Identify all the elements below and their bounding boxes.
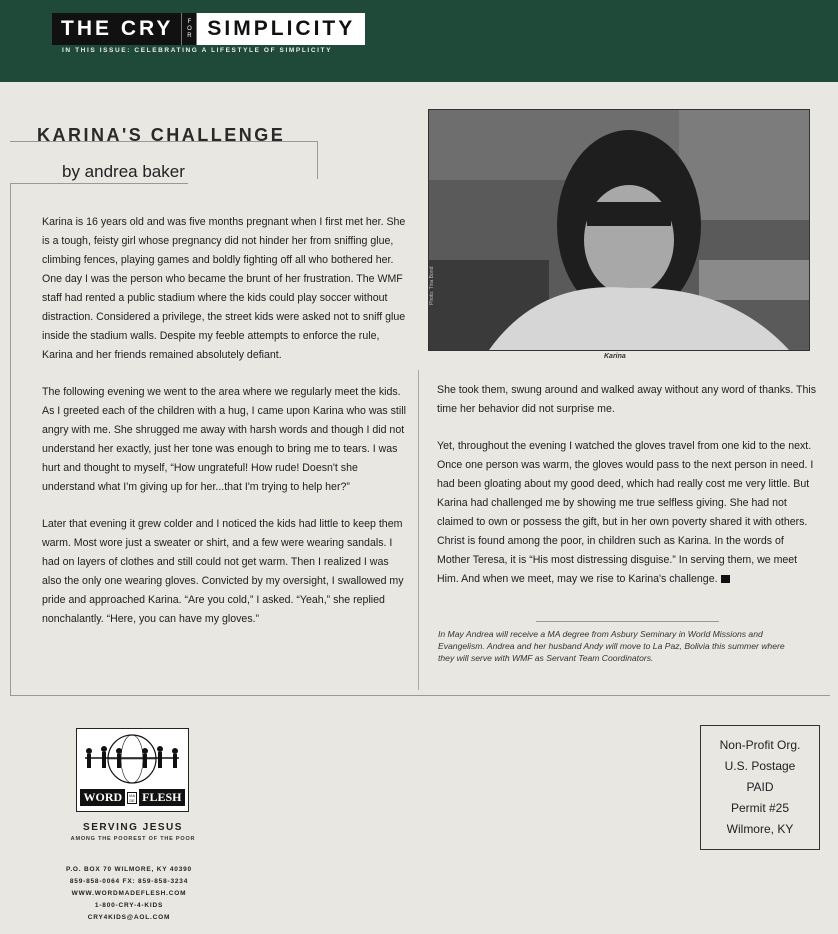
website: WWW.WORDMADEFLESH.COM: [71, 890, 187, 897]
serving-subtitle: AMONG THE POOREST OF THE POOR: [70, 836, 196, 842]
masthead-tagline: IN THIS ISSUE: CELEBRATING A LIFESTYLE OF SIMPLICITY: [62, 47, 333, 54]
postage-line: U.S. Postage: [724, 759, 796, 773]
frame-bottom-rule: [10, 695, 830, 696]
author-bio: In May Andrea will receive a MA degree from Asbury Seminary in World Missions and Evangelism. Andrea and her husband Andy will move to La Paz, Bolivia this summer where they will serve with WMF as Servant Team Coordinators.: [438, 629, 785, 663]
paragraph: Karina is 16 years old and was five months pregnant when I first met her. She is a tough, feisty girl whose pregnancy did not hinder her from sniffing glue, climbing fences, playing games and boldly fighting off all who bothered her. One day I was the person who became the brunt of her frustration. The WMF staff had rented a public stadium where the kids could play soccer without distraction. Considered a privilege, the street kids were asked not to sniff glue inside the stadium walls. Despite my feeble attempts to enforce the rule, Karina and her friends remained absolutely defiant.: [42, 216, 406, 361]
article-byline: by andrea baker: [62, 162, 185, 181]
photo-caption: Karina: [604, 353, 626, 360]
phone-fax: 859-858-0064 FX: 859-858-3234: [69, 878, 189, 885]
masthead-part1: THE CRY: [52, 13, 181, 45]
masthead-for: F O R: [181, 13, 197, 45]
serving-jesus-heading: SERVING JESUS: [83, 822, 183, 833]
address: P.O. BOX 70 WILMORE, KY 40390: [66, 866, 192, 873]
masthead-part2: SIMPLICITY: [197, 13, 365, 45]
postage-line: Permit #25: [730, 801, 790, 815]
postage-indicia: [700, 725, 820, 850]
postage-line: Non-Profit Org.: [719, 738, 801, 752]
column-divider: [418, 370, 419, 690]
end-of-article-mark: [721, 575, 730, 583]
toll-free: 1-800-CRY-4-KIDS: [94, 902, 164, 909]
masthead-banner: [0, 0, 838, 82]
postage-line: Wilmore, KY: [726, 822, 794, 836]
article-title: KARINA'S CHALLENGE: [37, 125, 286, 145]
paragraph: She took them, swung around and walked away without any word of thanks. This time her behavior did not surprise me.: [437, 384, 817, 415]
paragraph: Yet, throughout the evening I watched the gloves travel from one kid to the next. Once one person was warm, the gloves would pass to the next person in need. I had been gloating about my good deed, which had really cost me very little. But Karina had challenged me by showing me true selfless giving. She had not claimed to own or possess the gift, but in her own poverty shared it with others. Christ is found among the poor, in children such as Karina. In the words of Mother Teresa, it is “His most distressing disguise.” In serving them, we meet Him. And when we meet, may we rise to Karina's challenge.: [437, 440, 814, 585]
frame-left-rule: [10, 183, 11, 695]
paragraph: Later that evening it grew colder and I noticed the kids had little to keep them warm. Most wore just a sweater or shirt, and a few were wearing sandals. I had on layers of clothes and still could not get warm. Then I realized I was also the only one wearing gloves. Convicted by my oversight, I swallowed my pride and approached Karina. “Are you cold,” I asked. “Yeah,” she replied nonchalantly. “Here, you can have my gloves.”: [42, 518, 404, 625]
email: CRY4KIDS@AOL.COM: [87, 914, 171, 921]
paragraph: The following evening we went to the area where we regularly meet the kids. As I greeted each of the children with a hug, I came upon Karina who was still angry with me. She shrugged me away with harsh words and though I did not understand her exactly, just her tone was enough to bring me to tears. I was hurt and thought to myself, “How ungrateful! How rude! Doesn't she understand what I'm giving up for her...that I'm trying to help her?”: [42, 386, 406, 493]
masthead-title: [52, 13, 365, 45]
photo-credit: Photo: Tina Bond: [429, 266, 435, 305]
article-left-column: [42, 213, 408, 647]
logo-wordmark: WORD MADE FLESH: [77, 789, 188, 806]
article-right-column: [437, 381, 817, 607]
photo-image: [429, 110, 809, 350]
bio-rule: [536, 621, 719, 622]
postage-line: PAID: [746, 780, 774, 794]
karina-photo: [428, 109, 810, 351]
contact-block: [44, 864, 214, 924]
word-made-flesh-logo: [76, 728, 189, 812]
byline-rule: [10, 183, 188, 184]
